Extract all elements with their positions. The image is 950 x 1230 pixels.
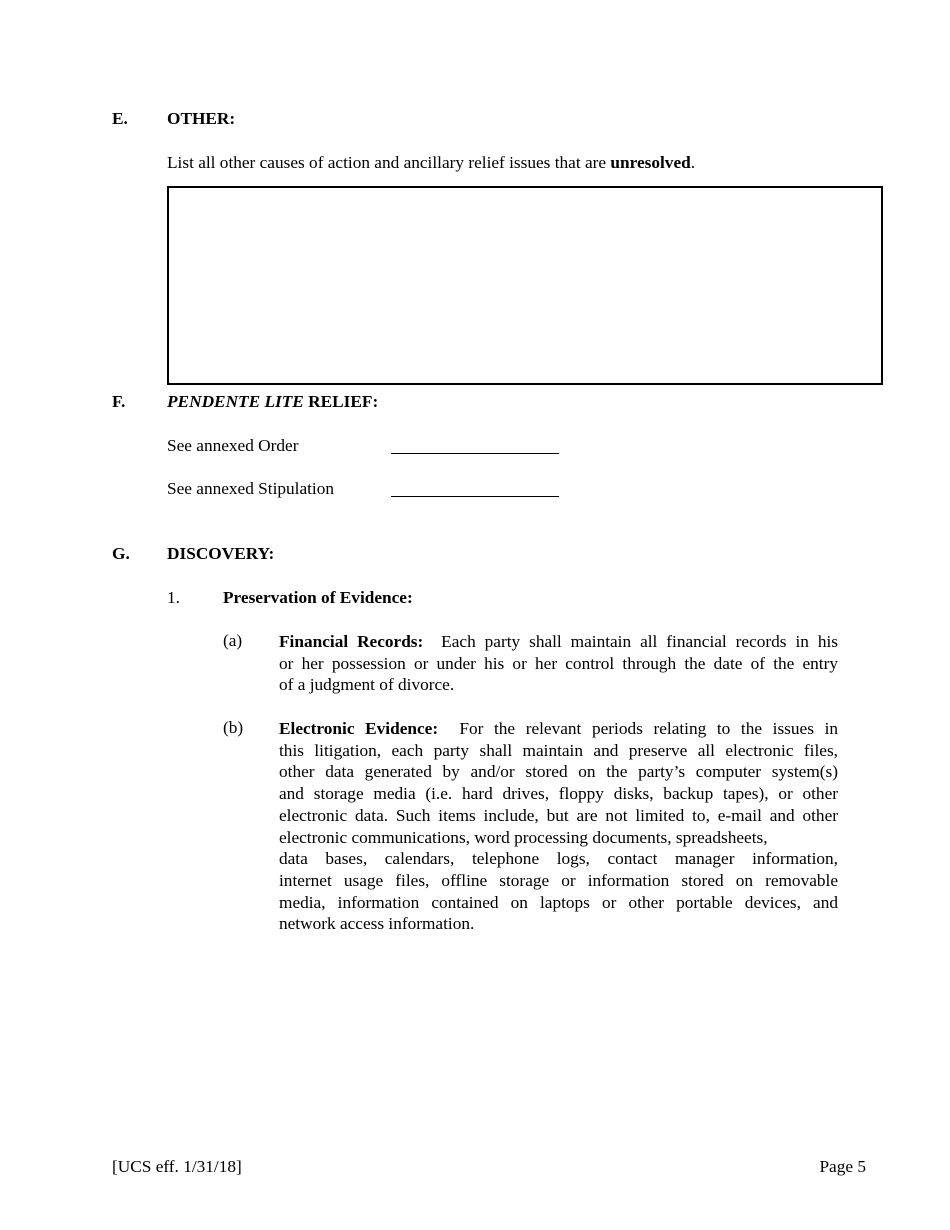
sub-b-label: (b)	[223, 718, 244, 737]
section-e-letter: E.	[112, 109, 128, 128]
instruction-bold: unresolved	[610, 153, 691, 172]
option-stipulation-label: See annexed Stipulation	[167, 479, 335, 498]
paragraph-line: this litigation, each party shall maintain and preserve all electronic files,	[279, 740, 838, 760]
footer-page-number: Page 5	[819, 1157, 866, 1176]
paragraph-line: electronic data. Such items include, but are not limited to, e-mail and other	[279, 805, 838, 825]
paragraph-line: internet usage files, offline storage or information stored on removable	[279, 870, 838, 890]
paragraph-line: data bases, calendars, telephone logs, contact manager information,	[279, 849, 838, 869]
electronic-evidence-paragraph	[279, 718, 838, 935]
paragraph-line: of a judgment of divorce.	[279, 675, 455, 695]
electronic-evidence-heading: Electronic Evidence:	[279, 719, 439, 738]
option-order-label: See annexed Order	[167, 436, 299, 455]
paragraph-line: electronic communications, word processing documents, spreadsheets,	[279, 827, 768, 847]
section-g-heading: DISCOVERY:	[167, 544, 275, 563]
paragraph-line	[279, 718, 838, 740]
section-g-letter: G.	[112, 544, 130, 563]
financial-records-paragraph	[279, 631, 838, 696]
paragraph-line: network access information.	[279, 914, 475, 934]
sub-a-label: (a)	[223, 631, 243, 650]
item-1-heading: Preservation of Evidence:	[223, 588, 413, 607]
section-e-heading: OTHER:	[167, 109, 236, 128]
financial-records-heading: Financial Records:	[279, 632, 424, 651]
footer-form-id: [UCS eff. 1/31/18]	[112, 1157, 242, 1176]
instruction-end: .	[690, 153, 696, 172]
section-f-letter: F.	[112, 392, 126, 411]
item-1-number: 1.	[167, 588, 180, 607]
unresolved-issues-textbox[interactable]	[167, 186, 883, 385]
section-f-heading	[167, 392, 378, 412]
paragraph-line	[279, 631, 838, 653]
paragraph-text: Each party shall maintain all financial records in his	[441, 632, 838, 651]
paragraph-line: other data generated by and/or stored on the party’s computer system(s)	[279, 762, 838, 782]
paragraph-line: media, information contained on laptops or other portable devices, and	[279, 892, 838, 912]
paragraph-line: and storage media (i.e. hard drives, floppy disks, backup tapes), or other	[279, 784, 838, 804]
order-blank-line[interactable]	[391, 453, 559, 454]
pendente-lite-text: PENDENTE LITE	[167, 392, 304, 411]
stipulation-blank-line[interactable]	[391, 496, 559, 497]
relief-text: RELIEF:	[303, 392, 379, 411]
section-e-instruction	[167, 153, 695, 173]
instruction-text: List all other causes of action and ancillary relief issues that are	[167, 153, 611, 172]
paragraph-text: For the relevant periods relating to the issues in	[459, 719, 839, 738]
paragraph-line: or her possession or under his or her control through the date of the entry	[279, 653, 838, 673]
